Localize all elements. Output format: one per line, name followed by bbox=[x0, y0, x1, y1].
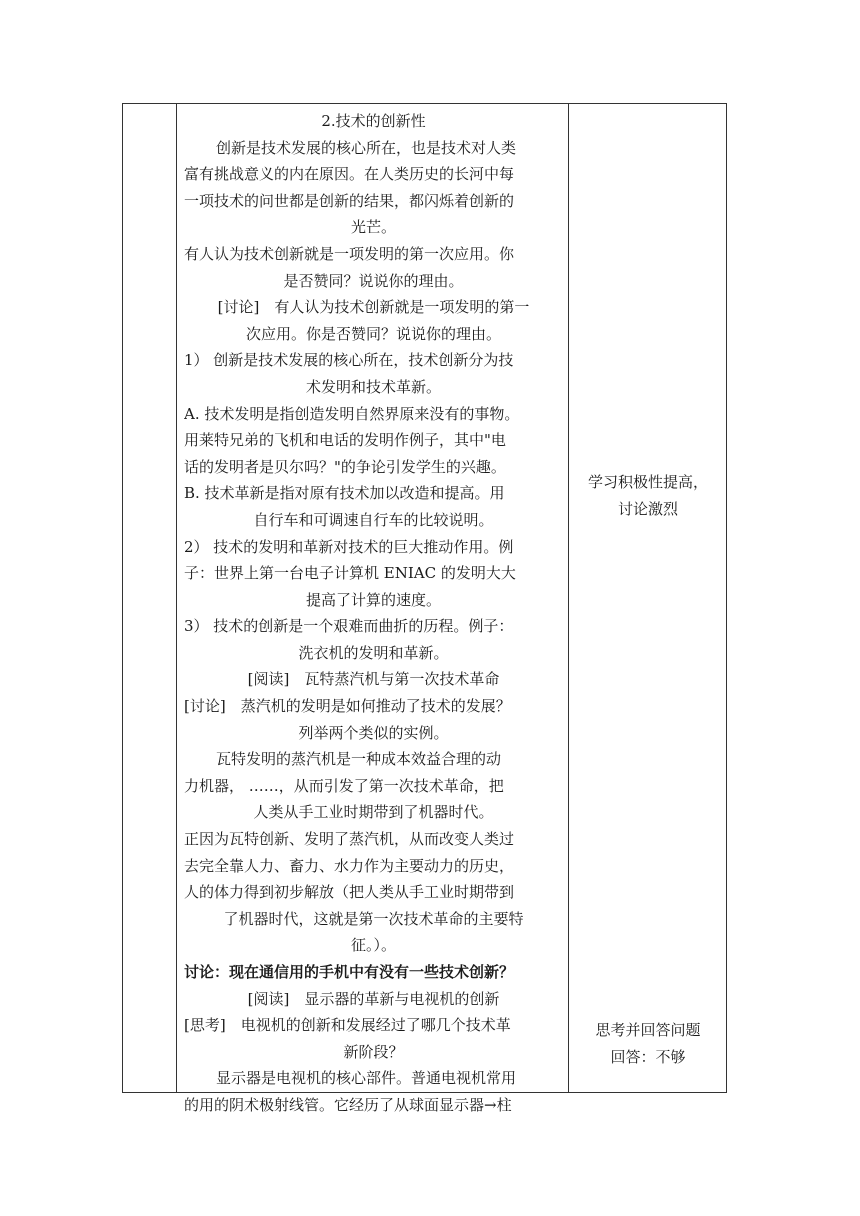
content-line: 2） 技术的发明和革新对技术的巨大推动作用。例 bbox=[184, 537, 514, 556]
content-line: [阅读] 瓦特蒸汽机与第一次技术革命 bbox=[247, 670, 500, 689]
content-line: B. 技术革新是指对原有技术加以改造和提高。用 bbox=[184, 484, 505, 503]
content-line: 显示器是电视机的核心部件。普通电视机常用 bbox=[216, 1069, 517, 1088]
content-line: 正因为瓦特创新、发明了蒸汽机，从而改变人类过 bbox=[184, 830, 515, 849]
note-line: 讨论激烈 bbox=[617, 500, 678, 518]
content-line: 有人认为技术创新就是一项发明的第一次应用。你 bbox=[184, 244, 515, 263]
content-line: 了机器时代，这就是第一次技术革命的主要特 bbox=[223, 909, 524, 928]
teaching-content-column bbox=[178, 104, 569, 1114]
content-line: 话的发明者是贝尔吗？"的争论引发学生的兴趣。 bbox=[184, 457, 506, 476]
content-line: 一项技术的问世都是创新的结果，都闪烁着创新的 bbox=[184, 191, 515, 210]
note-line: 思考并回答问题 bbox=[595, 1021, 701, 1039]
content-line: [阅读] 显示器的革新与电视机的创新 bbox=[247, 989, 500, 1008]
note-line: 学习积极性提高， bbox=[587, 473, 708, 491]
content-line: 的用的阴术极射线管。它经历了从球面显示器→柱 bbox=[184, 1095, 512, 1114]
content-line: [讨论] 蒸汽机的发明是如何推动了技术的发展？ bbox=[184, 697, 511, 716]
student-activity-column bbox=[570, 104, 726, 1092]
content-line: 光芒。 bbox=[350, 218, 396, 237]
column-divider-left bbox=[176, 104, 177, 1092]
content-line: 列举两个类似的实例。 bbox=[298, 723, 449, 742]
content-line: 人的体力得到初步解放（把人类从手工业时期带到 bbox=[184, 883, 515, 902]
content-line: 创新是技术发展的核心所在，也是技术对人类 bbox=[216, 138, 517, 157]
content-line: 次应用。你是否赞同？说说你的理由。 bbox=[245, 324, 501, 343]
content-line: 3） 技术的创新是一个艰难而曲折的历程。例子： bbox=[184, 617, 514, 636]
content-line: 瓦特发明的蒸汽机是一种成本效益合理的动 bbox=[216, 750, 502, 769]
content-line: [讨论] 有人认为技术创新就是一项发明的第一 bbox=[217, 298, 530, 317]
note-line: 回答：不够 bbox=[610, 1048, 686, 1066]
content-line: 自行车和可调速自行车的比较说明。 bbox=[253, 510, 494, 529]
content-line: 提高了计算的速度。 bbox=[305, 590, 441, 609]
content-line: 1） 创新是技术发展的核心所在，技术创新分为技 bbox=[184, 351, 514, 370]
content-line: 力机器， ……，从而引发了第一次技术革命，把 bbox=[184, 776, 504, 795]
content-line: 人类从手工业时期带到了机器时代。 bbox=[253, 803, 494, 822]
content-line: 新阶段？ bbox=[343, 1042, 404, 1061]
content-line: A. 技术发明是指创造发明自然界原来没有的事物。 bbox=[184, 404, 520, 423]
content-line: [思考] 电视机的创新和发展经过了哪几个技术革 bbox=[184, 1016, 511, 1035]
content-line: 2.技术的创新性 bbox=[321, 112, 426, 130]
content-line: 讨论：现在通信用的手机中有没有一些技术创新？ bbox=[184, 963, 515, 981]
content-line: 富有挑战意义的内在原因。在人类历史的长河中每 bbox=[184, 165, 515, 184]
content-line: 去完全靠人力、畜力、水力作为主要动力的历史， bbox=[184, 856, 515, 875]
content-line: 术发明和技术革新。 bbox=[305, 377, 441, 396]
lesson-table bbox=[122, 103, 727, 1114]
content-line: 子：世界上第一台电子计算机 ENIAC 的发明大大 bbox=[184, 564, 516, 583]
content-line: 是否赞同？说说你的理由。 bbox=[283, 271, 464, 290]
content-line: 征。）。 bbox=[350, 936, 396, 955]
content-line: 洗衣机的发明和革新。 bbox=[298, 643, 449, 662]
content-line: 用莱特兄弟的飞机和电话的发明作例子，其中"电 bbox=[184, 431, 506, 450]
